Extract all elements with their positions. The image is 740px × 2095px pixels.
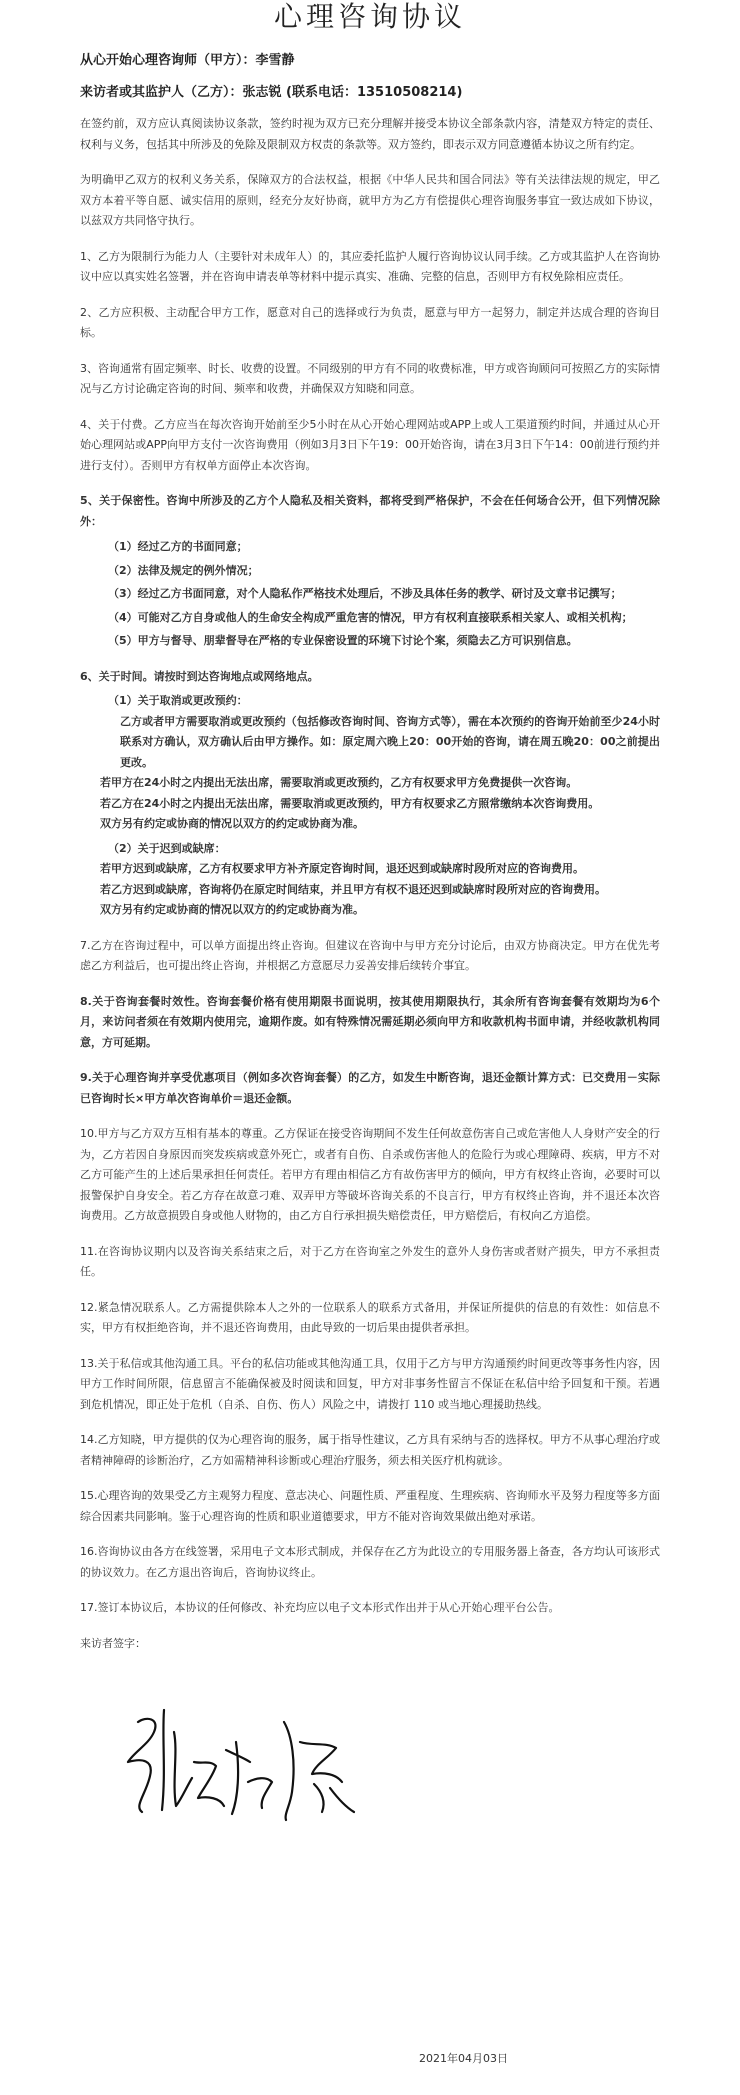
clause-6-sub1-line: 双方另有约定或协商的情况以双方的约定或协商为准。 bbox=[100, 817, 364, 830]
party-b: 来访者或其监护人（乙方）：张志锐 (联系电话：13510508214) bbox=[80, 85, 463, 100]
clause-14: 14.乙方知晓，甲方提供的仅为心理咨询的服务，属于指导性建议，乙方具有采纳与否的选择权。甲方不从事心理治疗或者精神障碍的诊断治疗，乙方如需精神科诊断或心理治疗服务，须去相关医疗机构就诊。 bbox=[80, 1433, 660, 1467]
clause-6 bbox=[80, 667, 660, 921]
signature-drawing bbox=[116, 1702, 376, 1822]
intro-paragraph-2: 为明确甲乙双方的权利义务关系，保障双方的合法权益，根据《中华人民共和国合同法》等有关法律法规的规定，甲乙双方本着平等自愿、诚实信用的原则，经充分友好协商，就甲方为乙方有偿提供心理咨询服务事宜一致达成如下协议，以兹双方共同恪守执行。 bbox=[80, 173, 660, 227]
clause-7: 7.乙方在咨询过程中，可以单方面提出终止咨询。但建议在咨询中与甲方充分讨论后，由双方协商决定。甲方在优先考虑乙方利益后，也可提出终止咨询，并根据乙方意愿尽力妥善安排后续转介事宜。 bbox=[80, 938, 660, 972]
clause-4: 4、关于付费。乙方应当在每次咨询开始前至少5小时在从心开始心理网站或APP上或人工渠道预约时间，并通过从心开始心理网站或APP向甲方支付一次咨询费用（例如3月3日下午19：00开始咨询，请在3月3日下午14：00前进行预约并进行支付）。否则甲方有权单方面停止本次咨询。 bbox=[80, 417, 660, 472]
clause-9: 9.关于心理咨询并享受优惠项目（例如多次咨询套餐）的乙方，如发生中断咨询，退还金额计算方式：已交费用－实际已咨询时长×甲方单次咨询单价＝退还金额。 bbox=[80, 1071, 660, 1105]
handwritten-signature bbox=[116, 1702, 660, 1822]
clause-6-sub1-line: 若甲方在24小时之内提出无法出席，需要取消或更改预约，乙方有权要求甲方免费提供一次咨询。 bbox=[100, 776, 578, 789]
clause-6-sub2-line: 双方另有约定或协商的情况以双方的约定或协商为准。 bbox=[100, 903, 364, 916]
clause-6-sub1-heading: （1）关于取消或更改预约： bbox=[108, 694, 248, 707]
clause-5-item: （1）经过乙方的书面同意； bbox=[108, 540, 248, 553]
clause-6-heading: 6、关于时间。请按时到达咨询地点或网络地点。 bbox=[80, 669, 319, 683]
clause-6-sub1-line: 乙方或者甲方需要取消或更改预约（包括修改咨询时间、咨询方式等），需在本次预约的咨询开始前至少24小时联系对方确认，双方确认后由甲方操作。如：原定周六晚上20：00开始的咨询，请在周五晚20：00之前提出更改。 bbox=[120, 714, 660, 769]
signing-date: 2021年04月03日 bbox=[419, 2052, 508, 2065]
clause-17: 17.签订本协议后，本协议的任何修改、补充均应以电子文本形式作出并于从心开始心理平台公告。 bbox=[80, 1601, 560, 1614]
clause-16: 16.咨询协议由各方在线签署，采用电子文本形式制成，并保存在乙方为此设立的专用服务器上备查，各方均认可该形式的协议效力。在乙方退出咨询后，咨询协议终止。 bbox=[80, 1545, 660, 1579]
clause-6-sub2-heading: （2）关于迟到或缺席： bbox=[108, 841, 226, 855]
document-title: 心理咨询协议 bbox=[273, 0, 466, 33]
clause-12: 12.紧急情况联系人。乙方需提供除本人之外的一位联系人的联系方式备用，并保证所提供的信息的有效性：如信息不实，甲方有权拒绝咨询，并不退还咨询费用，由此导致的一切后果由提供者承担。 bbox=[80, 1300, 660, 1334]
clause-11: 11.在咨询协议期内以及咨询关系结束之后，对于乙方在咨询室之外发生的意外人身伤害或者财产损失，甲方不承担责任。 bbox=[80, 1244, 660, 1278]
intro-paragraph-1: 在签约前，双方应认真阅读协议条款，签约时视为双方已充分理解并接受本协议全部条款内容，清楚双方特定的责任、权利与义务，包括其中所涉及的免除及限制双方权责的条款等。双方签约，即表示双方同意遵循本协议之所有约定。 bbox=[80, 117, 660, 151]
clause-6-section-1 bbox=[80, 691, 660, 835]
clause-5-list bbox=[80, 537, 660, 652]
clause-1: 1、乙方为限制行为能力人（主要针对未成年人）的，其应委托监护人履行咨询协议认同手续。乙方或其监护人在咨询协议中应以真实姓名签署，并在咨询申请表单等材料中提示真实、准确、完整的信息，否则甲方有权免除相应责任。 bbox=[80, 249, 660, 283]
clause-6-sub2-line: 若乙方迟到或缺席，咨询将仍在原定时间结束，并且甲方有权不退还迟到或缺席时段所对应的咨询费用。 bbox=[100, 882, 606, 896]
clause-5 bbox=[80, 491, 660, 652]
signature-label: 来访者签字： bbox=[80, 1636, 146, 1650]
clause-2: 2、乙方应积极、主动配合甲方工作，愿意对自己的选择或行为负责，愿意与甲方一起努力，制定并达成合理的咨询目标。 bbox=[80, 305, 660, 339]
clause-8: 8.关于咨询套餐时效性。咨询套餐价格有使用期限书面说明，按其使用期限执行，其余所有咨询套餐有效期均为6个月，来访问者须在有效期内使用完，逾期作废。如有特殊情况需延期必须向甲方和收款机构书面申请，并经收款机构同意，方可延期。 bbox=[80, 994, 660, 1049]
clause-5-item: （5）甲方与督导、朋辈督导在严格的专业保密设置的环境下讨论个案，须隐去乙方可识别信息。 bbox=[108, 634, 578, 647]
clause-6-sub2-line: 若甲方迟到或缺席，乙方有权要求甲方补齐原定咨询时间，退还迟到或缺席时段所对应的咨询费用。 bbox=[100, 862, 584, 875]
clause-5-item: （3）经过乙方书面同意，对个人隐私作严格技术处理后，不涉及具体任务的教学、研讨及文章书记撰写； bbox=[108, 587, 622, 600]
clause-6-section-2 bbox=[80, 839, 660, 921]
clause-3: 3、咨询通常有固定频率、时长、收费的设置。不同级别的甲方有不同的收费标准，甲方或咨询顾问可按照乙方的实际情况与乙方讨论确定咨询的时间、频率和收费，并确保双方知晓和同意。 bbox=[80, 361, 660, 395]
clause-15: 15.心理咨询的效果受乙方主观努力程度、意志决心、问题性质、严重程度、生理疾病、咨询师水平及努力程度等多方面综合因素共同影响。鉴于心理咨询的性质和职业道德要求，甲方不能对咨询效果做出绝对承诺。 bbox=[80, 1489, 660, 1523]
clause-5-heading: 5、关于保密性。咨询中所涉及的乙方个人隐私及相关资料，都将受到严格保护，不会在任何场合公开，但下列情况除外： bbox=[80, 494, 660, 528]
clause-13: 13.关于私信或其他沟通工具。平台的私信功能或其他沟通工具，仅用于乙方与甲方沟通预约时间更改等事务性内容，因甲方工作时间所限，信息留言不能确保被及时阅读和回复，甲方对非事务性留言不保证在私信中给予回复和干预。若遇到危机情况，即正处于危机（自杀、自伤、伤人）风险之中，请拨打 110 或当地心理援助热线。 bbox=[80, 1356, 660, 1411]
clause-5-item: （2）法律及规定的例外情况； bbox=[108, 563, 259, 577]
clause-6-sub1-line: 若乙方在24小时之内提出无法出席，需要取消或更改预约，甲方有权要求乙方照常缴纳本次咨询费用。 bbox=[100, 796, 600, 810]
clause-5-item: （4）可能对乙方自身或他人的生命安全构成严重危害的情况，甲方有权利直接联系相关家人、或相关机构； bbox=[108, 610, 633, 624]
party-a: 从心开始心理咨询师（甲方）：李雪静 bbox=[80, 53, 295, 68]
clause-10: 10.甲方与乙方双方互相有基本的尊重。乙方保证在接受咨询期间不发生任何故意伤害自己或危害他人人身财产安全的行为，乙方若因自身原因而突发疾病或意外死亡，或者有自伤、自杀或伤害他人的危险行为或心理障碍、疾病，甲方不对乙方可能产生的上述后果承担任何责任。若甲方有理由相信乙方有故伤害甲方的倾向，甲方有权终止咨询，必要时可以报警保护自身安全。若乙方存在故意刁难、双弄甲方等破坏咨询关系的不良言行，甲方有权终止咨询，并不退还本次咨询费用。乙方故意损毁自身或他人财物的，由乙方自行承担损失赔偿责任，甲方赔偿后，有权向乙方追偿。 bbox=[80, 1127, 660, 1222]
